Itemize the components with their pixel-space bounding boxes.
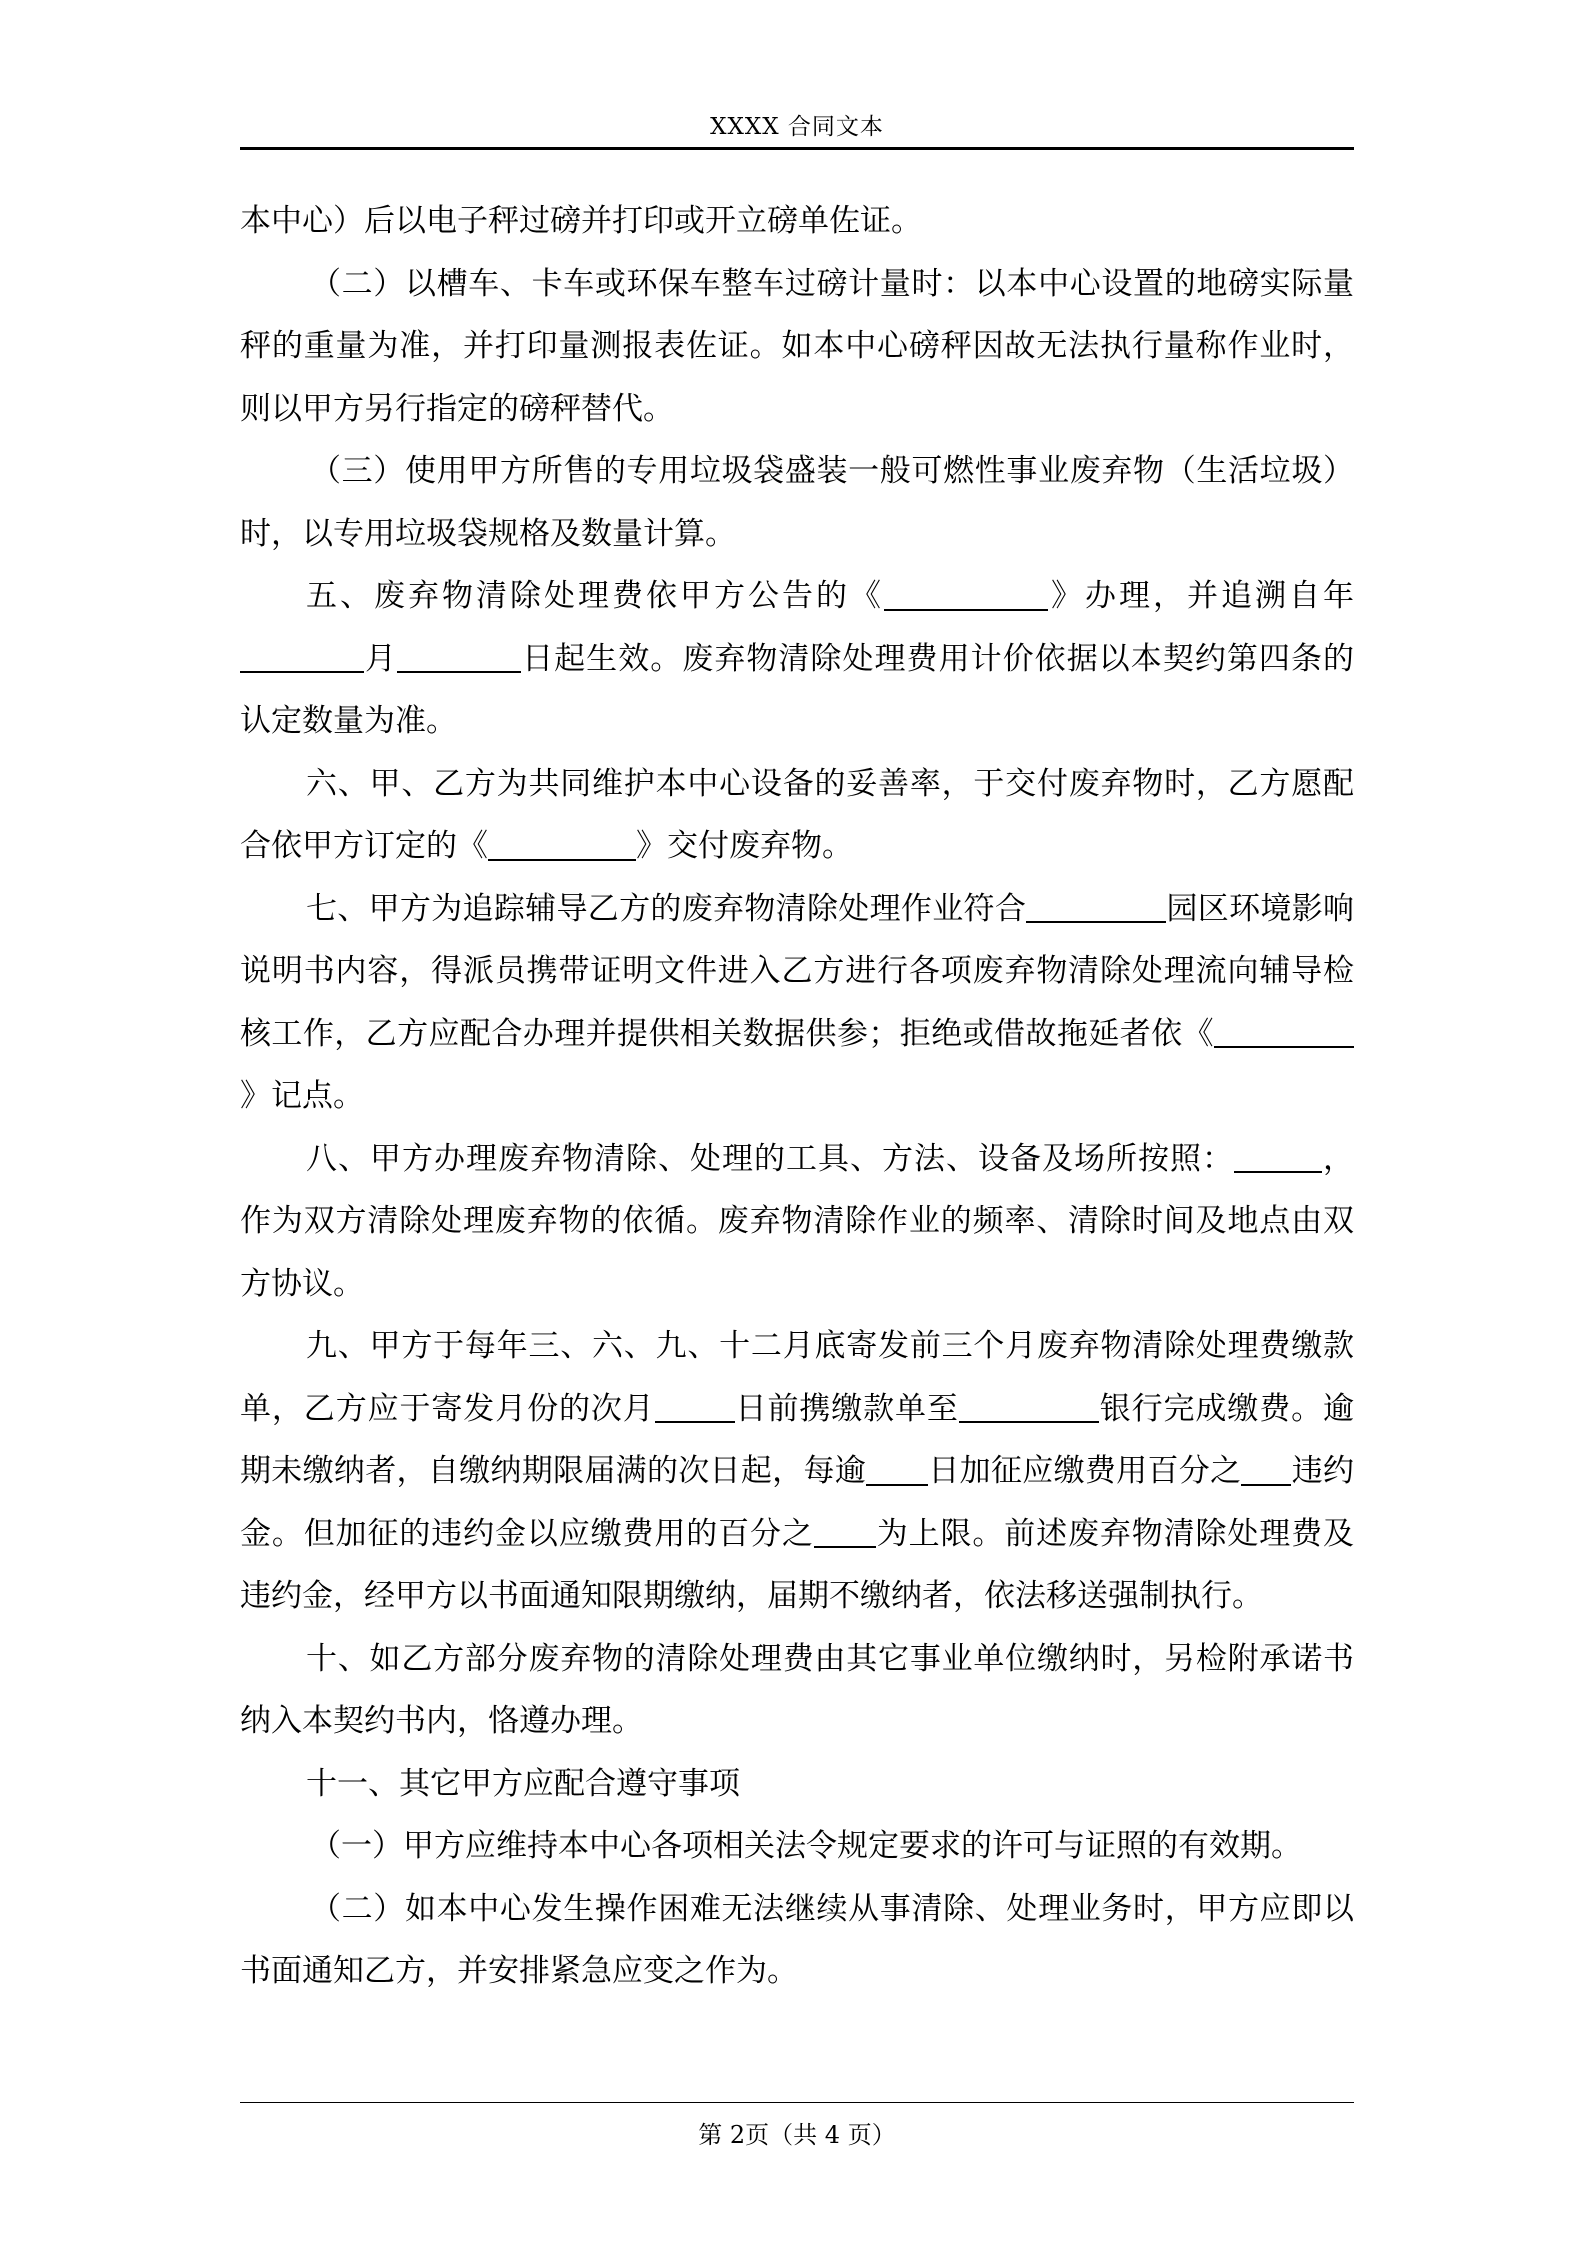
paragraph-weighing-truck: （二）以槽车、卡车或环保车整车过磅计量时：以本中心设置的地磅实际量秤的重量为准，并打印量测报表佐证。如本中心磅秤因故无法执行量称作业时，则以甲方另行指定的磅秤替代。 [240,265,1354,427]
fill-in-blank [959,1389,1099,1424]
paragraph-article-10: 十、如乙方部分废弃物的清除处理费由其它事业单位缴纳时，另检附承诺书纳入本契约书内，恪遵办理。 [240,1640,1354,1739]
paragraph-article-6 [240,753,1354,878]
article-5-text-d: 日起生效。废弃物清除处理费用计价依据以本契约第四条的认定数量为准。 [240,640,1355,739]
paragraph-continuation: 本中心）后以电子秤过磅并打印或开立磅单佐证。 [240,203,922,239]
page-footer-number: 第 2页（共 4 页） [698,2121,896,2149]
article-5-text-c: 月 [364,640,398,677]
paragraph-article-5 [240,565,1354,753]
paragraph-garbage-bag: （三）使用甲方所售的专用垃圾袋盛装一般可燃性事业废弃物（生活垃圾）时，以专用垃圾袋规格及数量计算。 [240,453,1354,552]
article-5-text-b: 》办理，并追溯自年 [1048,578,1354,614]
article-9-text-d: 日加征应缴费用百分之 [928,1453,1242,1489]
article-6-text-a: 六、甲、乙方为共同维护本中心设备的妥善率，于交付废弃物时，乙方愿配合依甲方订定的《 [240,765,1354,864]
paragraph-article-8 [240,1128,1354,1316]
article-9-text-f: 为上限。前述废弃物清除处理费及违约金，经甲方以书面通知限期缴纳，届期不缴纳者，依法移送强制执行。 [240,1515,1355,1614]
fill-in-blank [866,1451,928,1486]
fill-in-blank [397,639,521,674]
article-9-text-e: 违约金。但加征的违约金以应缴费用的百分之 [240,1453,1355,1552]
fill-in-blank [814,1514,876,1549]
article-9-text-c: 银行完成缴费。逾期未缴纳者，自缴纳期限届满的次日起，每逾 [240,1390,1354,1489]
fill-in-blank [884,576,1048,611]
article-8-text-a: 八、甲方办理废弃物清除、处理的工具、方法、设备及场所按照： [306,1140,1234,1177]
article-6-text-b: 》交付废弃物。 [636,828,853,864]
article-7-text-c: 》记点。 [240,1078,364,1114]
article-5-text-a: 五、废弃物清除处理费依甲方公告的《 [306,578,884,614]
article-7-text-a: 七、甲方为追踪辅导乙方的废弃物清除处理作业符合 [306,890,1027,927]
article-9-text-a: 九、甲方于每年三、六、九、十二月底寄发前三个月废弃物清除处理费缴款单，乙方应于寄发月份的次月 [240,1328,1354,1427]
paragraph-article-11: 十一、其它甲方应配合遵守事项 [306,1765,740,1802]
document-body [240,190,1354,2003]
fill-in-blank [1026,889,1166,924]
page-header-title: XXXX 合同文本 [710,114,884,140]
paragraph-article-11-item-2: （二）如本中心发生操作困难无法继续从事清除、处理业务时，甲方应即以书面通知乙方，并安排紧急应变之作为。 [240,1890,1354,1989]
article-7-text-b: 园区环境影响说明书内容，得派员携带证明文件进入乙方进行各项废弃物清除处理流向辅导检核工作，乙方应配合办理并提供相关数据供参；拒绝或借故拖延者依《 [240,890,1355,1052]
fill-in-blank [1241,1451,1291,1486]
article-9-text-b: 日前携缴款单至 [734,1390,959,1427]
article-8-text-b: ，作为双方清除处理废弃物的依循。废弃物清除作业的频率、清除时间及地点由双方协议。 [240,1140,1354,1302]
paragraph-article-7 [240,878,1354,1128]
fill-in-blank [655,1389,735,1424]
fill-in-blank [1234,1139,1322,1174]
footer-rule [240,2102,1354,2103]
header-rule [240,147,1354,150]
fill-in-blank [488,826,636,861]
fill-in-blank [1214,1014,1354,1049]
paragraph-article-9 [240,1315,1354,1628]
paragraph-article-11-item-1: （一）甲方应维持本中心各项相关法令规定要求的许可与证照的有效期。 [310,1828,1302,1864]
fill-in-blank [240,639,364,674]
